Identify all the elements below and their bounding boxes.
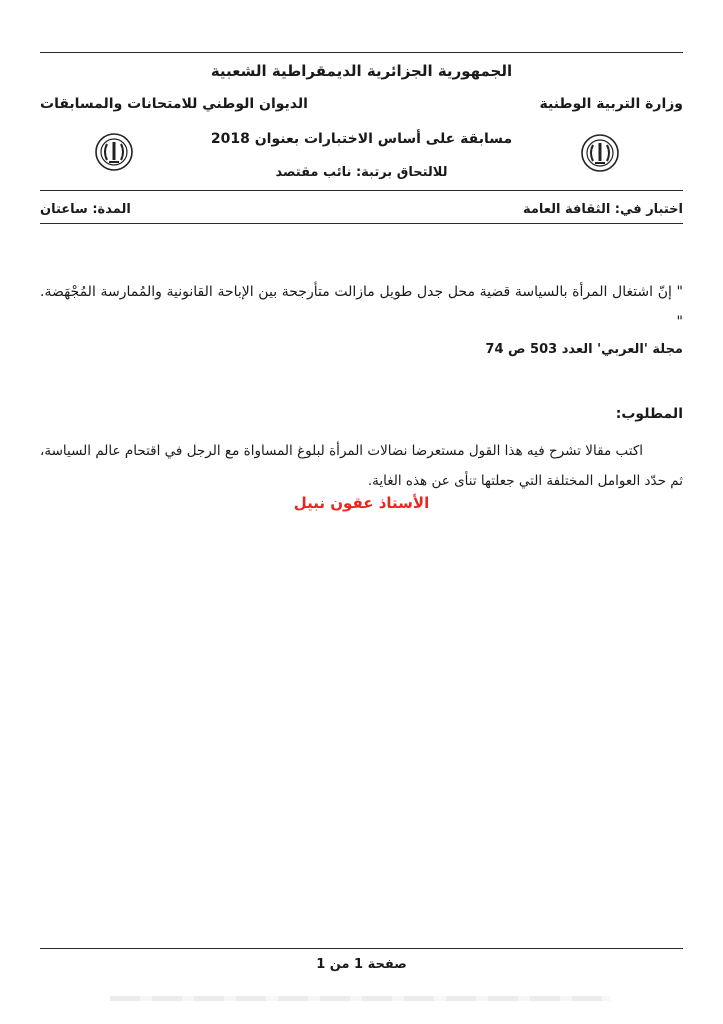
header-rule [40, 190, 683, 191]
exam-subject: اختبار في: الثقافة العامة [522, 202, 683, 217]
author-signature: الأستاذ عقون نبيل [293, 494, 430, 512]
rank-title: للالتحاق برتبة: نائب مقتصد [275, 165, 448, 180]
quote-text: " إنّ اشتغال المرأة بالسياسة قضية محل جدل طويل مازالت متأرجحة بين الإباحة القانونية والمُمارسة المُجْهَضة. " [40, 284, 683, 330]
emblem-icon [94, 132, 134, 172]
contest-title: مسابقة على أساس الاختبارات بعنوان 2018 [210, 131, 513, 147]
bleed-through-line [110, 996, 610, 1001]
emblem-icon [580, 133, 620, 173]
footer-rule [40, 948, 683, 949]
requirement-title: المطلوب: [615, 406, 683, 422]
top-rule [40, 52, 683, 53]
subject-rule [40, 223, 683, 224]
republic-heading: الجمهورية الجزائرية الديمقراطية الشعبية [210, 62, 513, 80]
ministry-name: وزارة التربية الوطنية [539, 96, 683, 112]
office-name: الديوان الوطني للامتحانات والمسابقات [40, 96, 308, 112]
page-number: صفحة 1 من 1 [316, 957, 407, 972]
exam-duration: المدة: ساعتان [40, 202, 131, 217]
quote-source: مجلة 'العربي' العدد 503 ص 74 [485, 342, 683, 357]
requirement-text: اكتب مقالا تشرح فيه هذا القول مستعرضا نضالات المرأة لبلوغ المساواة مع الرجل في اقتحام عالم السياسة، ثم حدّد العوامل المختلفة التي جعلتها تنأى عن هذه الغاية. [40, 443, 683, 489]
